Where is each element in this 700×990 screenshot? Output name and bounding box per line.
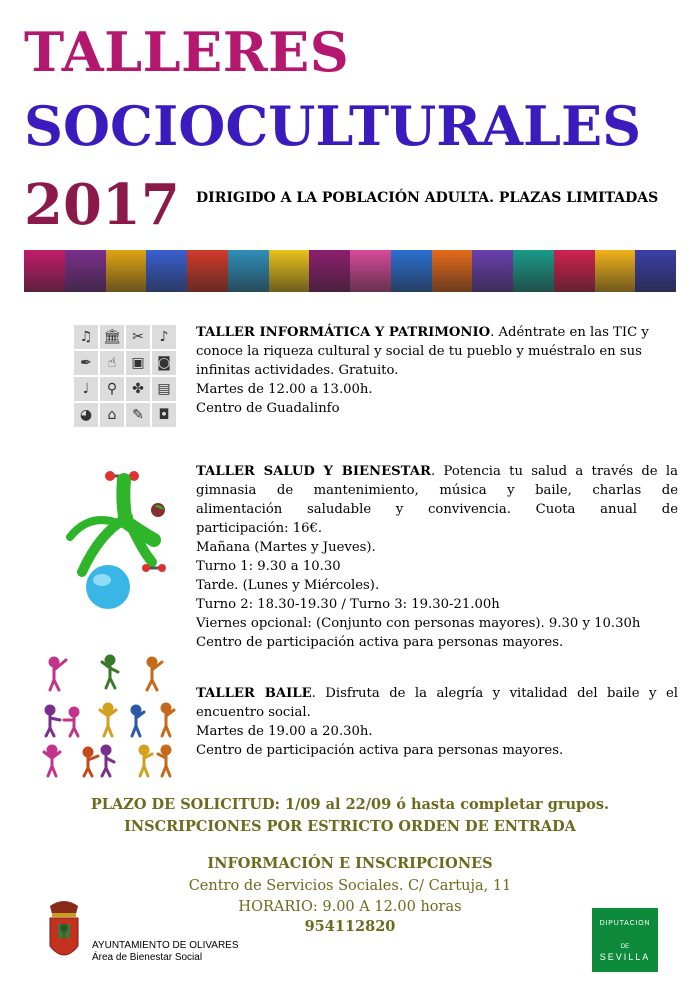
area-bienestar-social: Área de Bienestar Social — [92, 952, 203, 963]
colorful-banner — [24, 250, 676, 292]
taller-baile-text: encuentro social. — [196, 705, 311, 720]
taller-salud-text: gimnasia de mantenimiento, música y baile, charlas de — [196, 483, 678, 498]
taller-salud-schedule: Tarde. (Lunes y Miércoles). — [196, 578, 380, 593]
banner-stripe — [106, 250, 147, 292]
graduation-cap-icon: ⌂ — [100, 403, 124, 427]
diputacion-label: DIPUTACION — [599, 920, 651, 927]
taller-informatica-block — [196, 323, 678, 418]
banner-stripe — [309, 250, 350, 292]
fan-icon: ✤ — [126, 377, 150, 401]
taller-salud-schedule: Turno 2: 18.30-19.30 / Turno 3: 19.30-21.00h — [196, 597, 500, 612]
banner-stripe — [65, 250, 106, 292]
taller-informatica-text: conoce la riqueza cultural y social de tu pueblo y muéstralo en sus — [196, 344, 642, 359]
subtitle: DIRIGIDO A LA POBLACIÓN ADULTA. PLAZAS LIMITADAS — [196, 190, 659, 206]
pushpin-icon: ⚲ — [100, 377, 124, 401]
title-line-2: SOCIOCULTURALES — [24, 94, 642, 158]
olivares-coat-of-arms-icon — [44, 898, 84, 970]
taller-informatica-location: Centro de Guadalinfo — [196, 401, 340, 416]
brushes-icon: ✎ — [126, 403, 150, 427]
sevilla-label: SEVILLA — [599, 952, 651, 962]
culture-icons-grid — [74, 325, 178, 429]
taller-baile-heading: TALLER BAILE — [196, 686, 312, 701]
info-address: Centro de Servicios Sociales. C/ Cartuja, 11 — [188, 878, 512, 894]
plazo-solicitud: PLAZO DE SOLICITUD: 1/09 al 22/09 ó hasta completar grupos. — [90, 796, 610, 813]
taller-salud-text: participación: 16€. — [196, 521, 323, 536]
hand-pointer-icon: ☝ — [100, 351, 124, 375]
info-horario: HORARIO: 9.00 A 12.00 horas — [238, 899, 462, 915]
banner-stripe — [350, 250, 391, 292]
film-strip-icon: ▤ — [152, 377, 176, 401]
taller-baile-block — [196, 684, 678, 760]
scissors-icon: ✂ — [126, 325, 150, 349]
banner-stripe — [472, 250, 513, 292]
taller-salud-schedule: Viernes opcional: (Conjunto con personas mayores). 9.30 y 10.30h — [196, 616, 641, 631]
banner-stripe — [269, 250, 310, 292]
taller-salud-schedule: Turno 1: 9.30 a 10.30 — [196, 559, 341, 574]
taller-salud-text: alimentación saludable y convivencia. Cuota anual de — [196, 502, 678, 517]
taller-salud-location: Centro de participación activa para personas mayores. — [196, 635, 564, 650]
diputacion-de-label: DE — [620, 944, 630, 950]
banner-stripe — [391, 250, 432, 292]
diputacion-sevilla-logo — [592, 908, 658, 972]
taller-salud-text: . Potencia tu salud a través de la — [430, 464, 678, 479]
taller-informatica-text: infinitas actividades. Gratuito. — [196, 363, 399, 378]
banner-stripe — [635, 250, 676, 292]
taller-informatica-text: . Adéntrate en las TIC y — [490, 325, 649, 340]
violin-icon: ♪ — [152, 325, 176, 349]
banner-stripe — [432, 250, 473, 292]
palette-icon: ◕ — [74, 403, 98, 427]
info-phone: 954112820 — [304, 918, 396, 935]
banner-stripe — [595, 250, 636, 292]
gymnast-illustration — [50, 462, 180, 622]
inscripciones-orden: INSCRIPCIONES POR ESTRICTO ORDEN DE ENTRADA — [124, 818, 576, 835]
taller-salud-schedule: Mañana (Martes y Jueves). — [196, 540, 376, 555]
banner-stripe — [554, 250, 595, 292]
ayuntamiento-name: AYUNTAMIENTO DE OLIVARES — [92, 940, 239, 951]
taller-baile-location: Centro de participación activa para personas mayores. — [196, 743, 564, 758]
picture-frame-icon: ▣ — [126, 351, 150, 375]
taller-baile-text: . Disfruta de la alegría y vitalidad del baile y el — [311, 686, 678, 701]
ayuntamiento-label — [92, 940, 239, 964]
museum-icon: 🏛 — [100, 325, 124, 349]
dancers-illustration — [40, 650, 180, 780]
banner-stripe — [187, 250, 228, 292]
banner-stripe — [228, 250, 269, 292]
taller-informatica-heading: TALLER INFORMÁTICA Y PATRIMONIO — [196, 325, 491, 340]
taller-salud-block — [196, 462, 678, 652]
pen-icon: ✒ — [74, 351, 98, 375]
camera-icon: ◙ — [152, 351, 176, 375]
microphone-icon: ♩ — [74, 377, 98, 401]
taller-baile-schedule: Martes de 19.00 a 20.30h. — [196, 724, 373, 739]
title-year: 2017 — [24, 172, 180, 238]
taller-salud-heading: TALLER SALUD Y BIENESTAR — [196, 464, 431, 479]
banner-stripe — [513, 250, 554, 292]
projector-icon: ◘ — [152, 403, 176, 427]
music-note-icon: ♫ — [74, 325, 98, 349]
info-heading: INFORMACIÓN E INSCRIPCIONES — [207, 855, 493, 872]
title-line-1: TALLERES — [24, 20, 350, 84]
banner-stripe — [24, 250, 65, 292]
banner-stripe — [146, 250, 187, 292]
taller-informatica-schedule: Martes de 12.00 a 13.00h. — [196, 382, 373, 397]
